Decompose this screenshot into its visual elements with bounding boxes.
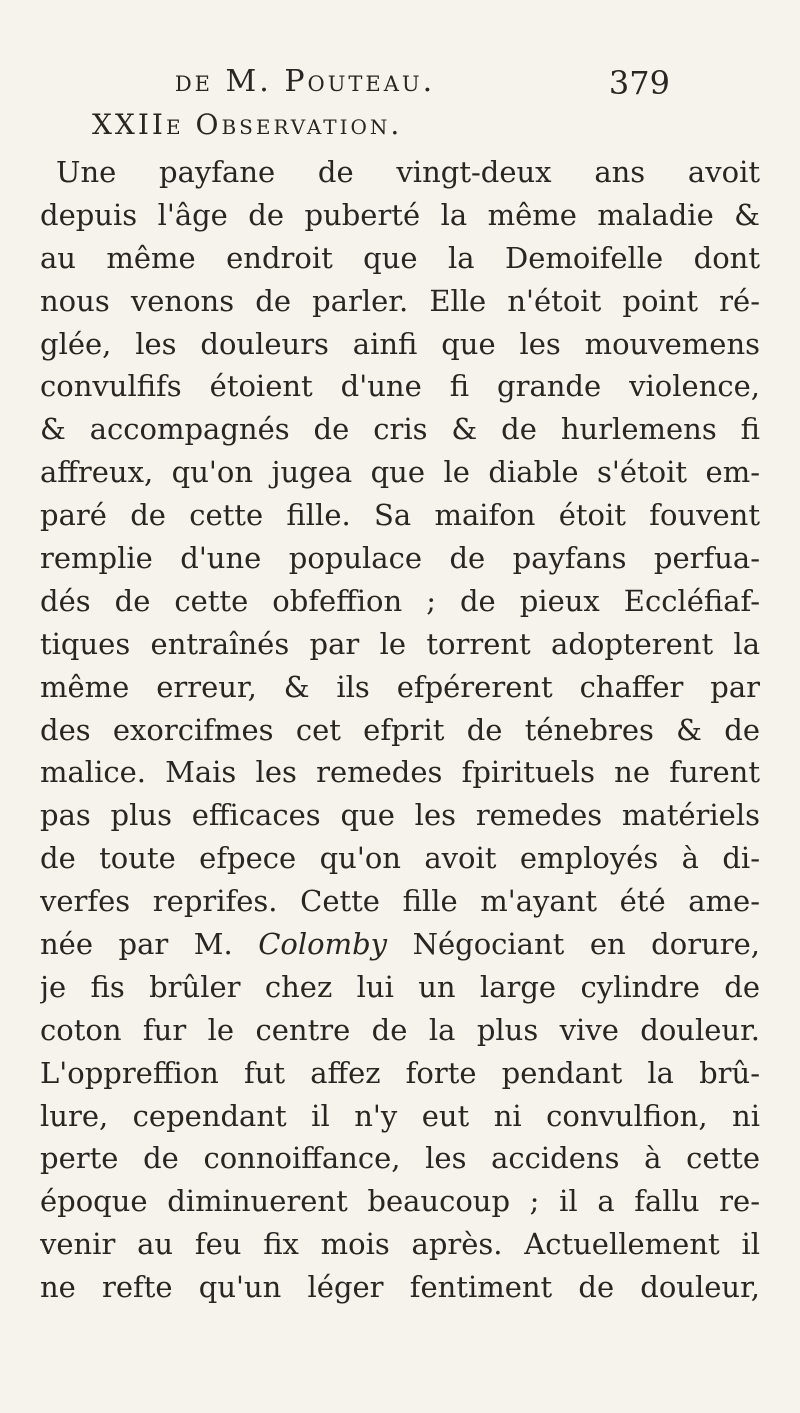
text-segment: née par M. bbox=[40, 927, 233, 962]
text-line: même erreur, & ils efpérerent chaffer par bbox=[40, 669, 760, 704]
running-head bbox=[0, 58, 800, 108]
text-line: affreux, qu'on jugea que le diable s'étoit em- bbox=[40, 455, 760, 490]
text-line: glée, les douleurs ainfi que les mouvemens bbox=[40, 326, 760, 361]
text-line: perte de connoiffance, les accidens à cette bbox=[40, 1141, 760, 1176]
body-paragraph bbox=[40, 151, 760, 1309]
text-line: tiques entraînés par le torrent adopterent la bbox=[40, 626, 760, 661]
text-segment: Négociant en dorure, bbox=[412, 927, 760, 962]
text-line: malice. Mais les remedes fpirituels ne furent bbox=[40, 755, 760, 790]
italic-name: Colomby bbox=[258, 927, 388, 962]
text-line-with-italic-name bbox=[40, 923, 760, 966]
text-line: depuis l'âge de puberté la même maladie & bbox=[40, 197, 760, 232]
text-line: dés de cette obfeffion ; de pieux Eccléfiaf- bbox=[40, 583, 760, 618]
page-number: 379 bbox=[608, 64, 670, 102]
section-heading: XXIIe Observation. bbox=[92, 108, 403, 141]
text-line: des exorcifmes cet efprit de ténebres & de bbox=[40, 712, 760, 747]
text-line: je fis brûler chez lui un large cylindre de bbox=[40, 969, 760, 1004]
text-line: paré de cette fille. Sa maifon étoit fouvent bbox=[40, 498, 760, 533]
text-line: coton fur le centre de la plus vive douleur. bbox=[40, 1012, 760, 1047]
text-line: convulfifs étoient d'une fi grande violence, bbox=[40, 369, 760, 404]
text-line: L'oppreffion fut affez forte pendant la brû- bbox=[40, 1055, 760, 1090]
text-line: verfes reprifes. Cette fille m'ayant été ame- bbox=[40, 884, 760, 919]
text-line: Une payfane de vingt-deux ans avoit bbox=[56, 155, 760, 189]
text-line: ne refte qu'un léger fentiment de douleur, bbox=[40, 1270, 760, 1305]
text-line: au même endroit que la Demoifelle dont bbox=[40, 240, 760, 275]
text-line: remplie d'une populace de payfans perfua- bbox=[40, 541, 760, 576]
text-line: pas plus efficaces que les remedes matériels bbox=[40, 798, 760, 833]
text-line: & accompagnés de cris & de hurlemens fi bbox=[40, 412, 760, 447]
running-title: de M. Pouteau. bbox=[174, 64, 436, 99]
text-line: venir au feu fix mois après. Actuellement il bbox=[40, 1227, 760, 1262]
text-line: époque diminuerent beaucoup ; il a fallu re- bbox=[40, 1184, 760, 1219]
text-line: de toute efpece qu'on avoit employés à di- bbox=[40, 841, 760, 876]
text-line: lure, cependant il n'y eut ni convulfion, ni bbox=[40, 1098, 760, 1133]
text-line: nous venons de parler. Elle n'étoit point ré- bbox=[40, 283, 760, 318]
